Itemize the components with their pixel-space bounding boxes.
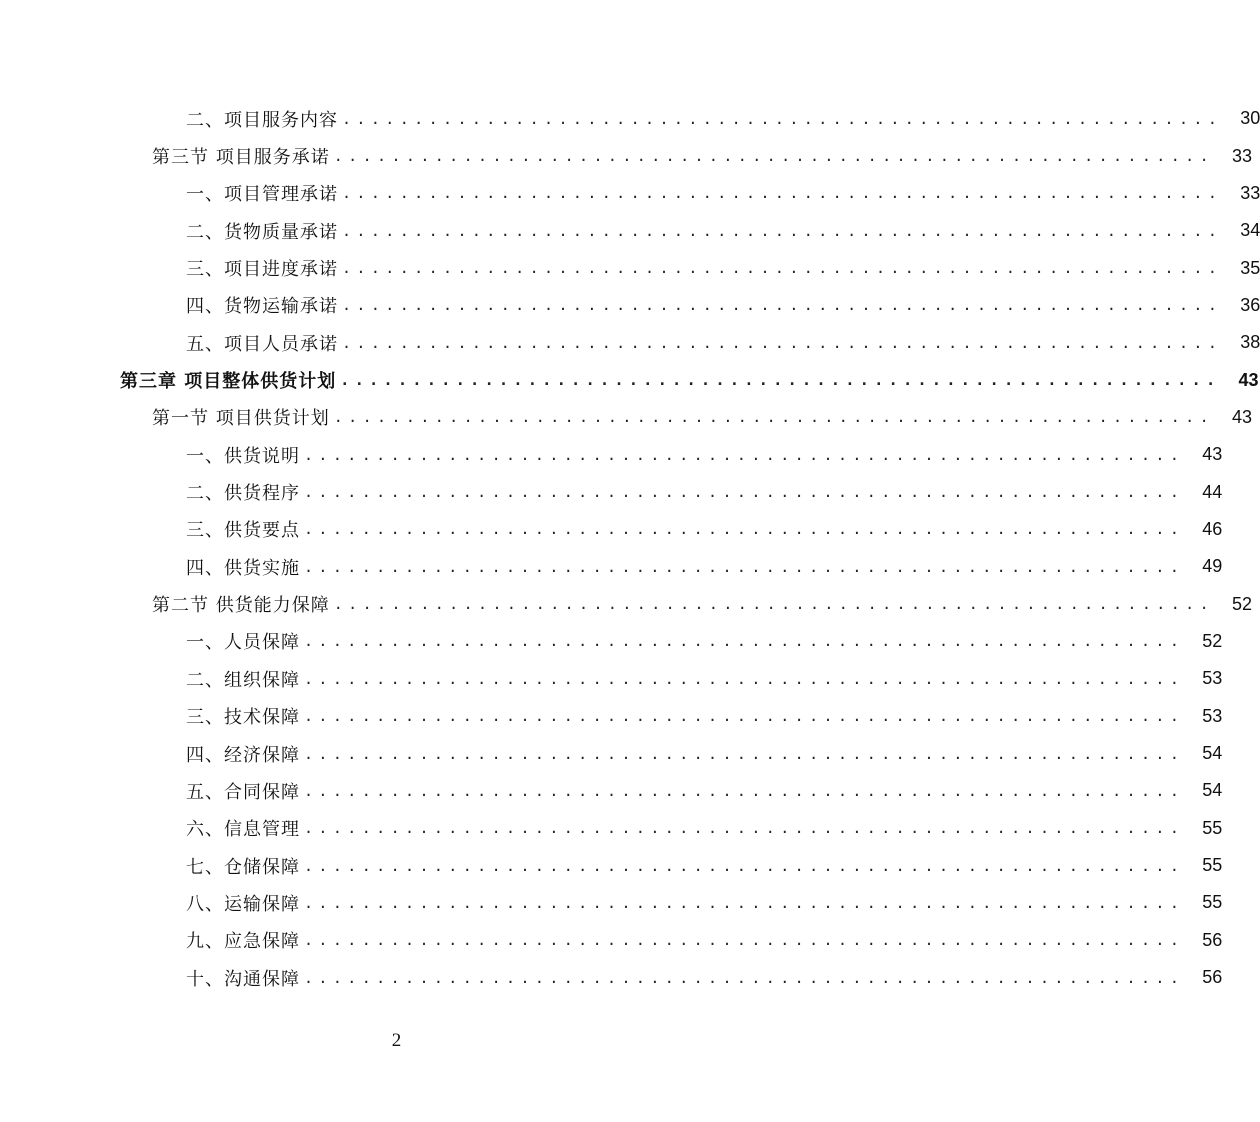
toc-dot-leader: ............................................................. — [342, 333, 1223, 352]
toc-entry-label: 八、运输保障 — [186, 893, 300, 915]
toc-subsection-entry[interactable] — [0, 772, 1223, 809]
toc-subsection-entry[interactable] — [0, 922, 1223, 959]
table-of-contents — [0, 100, 1260, 996]
toc-dot-leader: ............................................................. — [304, 707, 1185, 726]
toc-dot-leader: ............................................................. — [304, 931, 1185, 950]
toc-entry-page-number: 43 — [1231, 406, 1253, 427]
toc-dot-leader: ............................................................. — [304, 856, 1185, 875]
toc-entry-page-number: 54 — [1202, 743, 1223, 764]
toc-subsection-entry[interactable] — [0, 884, 1223, 921]
toc-dot-leader: ............................................................. — [342, 259, 1223, 278]
toc-subsection-entry[interactable] — [0, 473, 1223, 510]
toc-subsection-entry[interactable] — [0, 847, 1223, 884]
toc-entry-page-number: 30 — [1240, 108, 1260, 129]
toc-dot-leader: ............................................................. — [304, 669, 1185, 688]
toc-entry-label: 三、供货要点 — [186, 520, 300, 542]
toc-dot-leader: ............................................................. — [304, 819, 1185, 838]
toc-entry-label: 五、合同保障 — [186, 781, 300, 803]
toc-dot-leader: ............................................................. — [304, 445, 1185, 464]
toc-dot-leader: ............................................................. — [304, 632, 1185, 651]
toc-entry-label: 第三章 项目整体供货计划 — [120, 371, 337, 393]
toc-entry-label: 七、仓储保障 — [186, 856, 300, 878]
toc-dot-leader: ............................................................. — [304, 483, 1185, 502]
toc-section-entry[interactable] — [0, 585, 1253, 622]
toc-subsection-entry[interactable] — [0, 698, 1223, 735]
toc-entry-page-number: 33 — [1240, 182, 1260, 203]
toc-entry-page-number: 43 — [1202, 444, 1223, 465]
toc-entry-label: 第一节 项目供货计划 — [152, 408, 330, 430]
toc-entry-label: 一、供货说明 — [186, 445, 300, 467]
toc-entry-label: 二、项目服务内容 — [186, 109, 338, 131]
toc-entry-page-number: 43 — [1238, 369, 1259, 390]
toc-dot-leader: ............................................................. — [333, 595, 1215, 614]
toc-entry-page-number: 33 — [1231, 145, 1253, 166]
toc-entry-page-number: 46 — [1202, 518, 1223, 539]
toc-entry-label: 五、项目人员承诺 — [186, 333, 338, 355]
toc-entry-page-number: 52 — [1202, 630, 1223, 651]
toc-dot-leader: ............................................................. — [342, 296, 1223, 315]
toc-subsection-entry[interactable] — [0, 548, 1223, 585]
toc-dot-leader: ............................................................. — [304, 781, 1185, 800]
toc-entry-page-number: 36 — [1240, 294, 1260, 315]
toc-entry-page-number: 55 — [1202, 855, 1223, 876]
toc-dot-leader: ............................................................. — [342, 184, 1223, 203]
toc-entry-page-number: 55 — [1202, 817, 1223, 838]
toc-dot-leader: ............................................................. — [304, 893, 1185, 912]
toc-dot-leader: ............................................................. — [342, 221, 1223, 240]
page-number: 2 — [391, 1030, 402, 1051]
toc-entry-label: 二、供货程序 — [186, 483, 300, 505]
toc-entry-page-number: 44 — [1202, 481, 1223, 502]
toc-dot-leader: ............................................................. — [304, 557, 1185, 576]
toc-entry-page-number: 53 — [1202, 668, 1223, 689]
toc-subsection-entry[interactable] — [0, 324, 1260, 361]
toc-subsection-entry[interactable] — [0, 735, 1223, 772]
toc-subsection-entry[interactable] — [0, 212, 1260, 249]
toc-dot-leader: ............................................................. — [333, 408, 1215, 427]
toc-entry-page-number: 55 — [1202, 892, 1223, 913]
toc-entry-label: 第三节 项目服务承诺 — [152, 147, 330, 169]
toc-subsection-entry[interactable] — [0, 623, 1223, 660]
toc-entry-label: 四、货物运输承诺 — [186, 296, 338, 318]
toc-entry-page-number: 54 — [1202, 780, 1223, 801]
toc-subsection-entry[interactable] — [0, 959, 1223, 996]
toc-entry-page-number: 56 — [1202, 929, 1223, 950]
toc-entry-label: 第二节 供货能力保障 — [152, 595, 330, 617]
toc-dot-leader: ............................................................. — [304, 744, 1185, 763]
toc-chapter-entry[interactable] — [0, 361, 1259, 398]
toc-subsection-entry[interactable] — [0, 175, 1260, 212]
toc-entry-label: 三、技术保障 — [186, 707, 300, 729]
toc-entry-page-number: 52 — [1231, 593, 1253, 614]
toc-subsection-entry[interactable] — [0, 287, 1260, 324]
toc-subsection-entry[interactable] — [0, 249, 1260, 286]
toc-entry-label: 四、供货实施 — [186, 557, 300, 579]
toc-section-entry[interactable] — [0, 137, 1253, 174]
toc-subsection-entry[interactable] — [0, 511, 1223, 548]
toc-entry-label: 一、项目管理承诺 — [186, 184, 338, 206]
toc-entry-label: 二、组织保障 — [186, 669, 300, 691]
toc-subsection-entry[interactable] — [0, 436, 1223, 473]
toc-entry-page-number: 56 — [1202, 967, 1223, 988]
toc-dot-leader: ............................................................. — [304, 520, 1185, 539]
toc-entry-label: 九、应急保障 — [186, 931, 300, 953]
toc-entry-label: 三、项目进度承诺 — [186, 259, 338, 281]
toc-entry-page-number: 49 — [1202, 556, 1223, 577]
toc-subsection-entry[interactable] — [0, 660, 1223, 697]
toc-entry-label: 二、货物质量承诺 — [186, 221, 338, 243]
toc-entry-label: 六、信息管理 — [186, 819, 300, 841]
toc-entry-page-number: 35 — [1240, 257, 1260, 278]
toc-dot-leader: ............................................................. — [340, 371, 1221, 390]
toc-dot-leader: ............................................................. — [333, 147, 1215, 166]
toc-section-entry[interactable] — [0, 399, 1253, 436]
toc-subsection-entry[interactable] — [0, 810, 1223, 847]
toc-entry-page-number: 34 — [1240, 220, 1260, 241]
toc-entry-page-number: 38 — [1240, 332, 1260, 353]
toc-entry-label: 四、经济保障 — [186, 744, 300, 766]
toc-subsection-entry[interactable] — [0, 100, 1260, 137]
toc-dot-leader: ............................................................. — [304, 968, 1185, 987]
toc-entry-label: 十、沟通保障 — [186, 968, 300, 990]
toc-dot-leader: ............................................................. — [342, 109, 1223, 128]
toc-entry-page-number: 53 — [1202, 705, 1223, 726]
toc-entry-label: 一、人员保障 — [186, 632, 300, 654]
